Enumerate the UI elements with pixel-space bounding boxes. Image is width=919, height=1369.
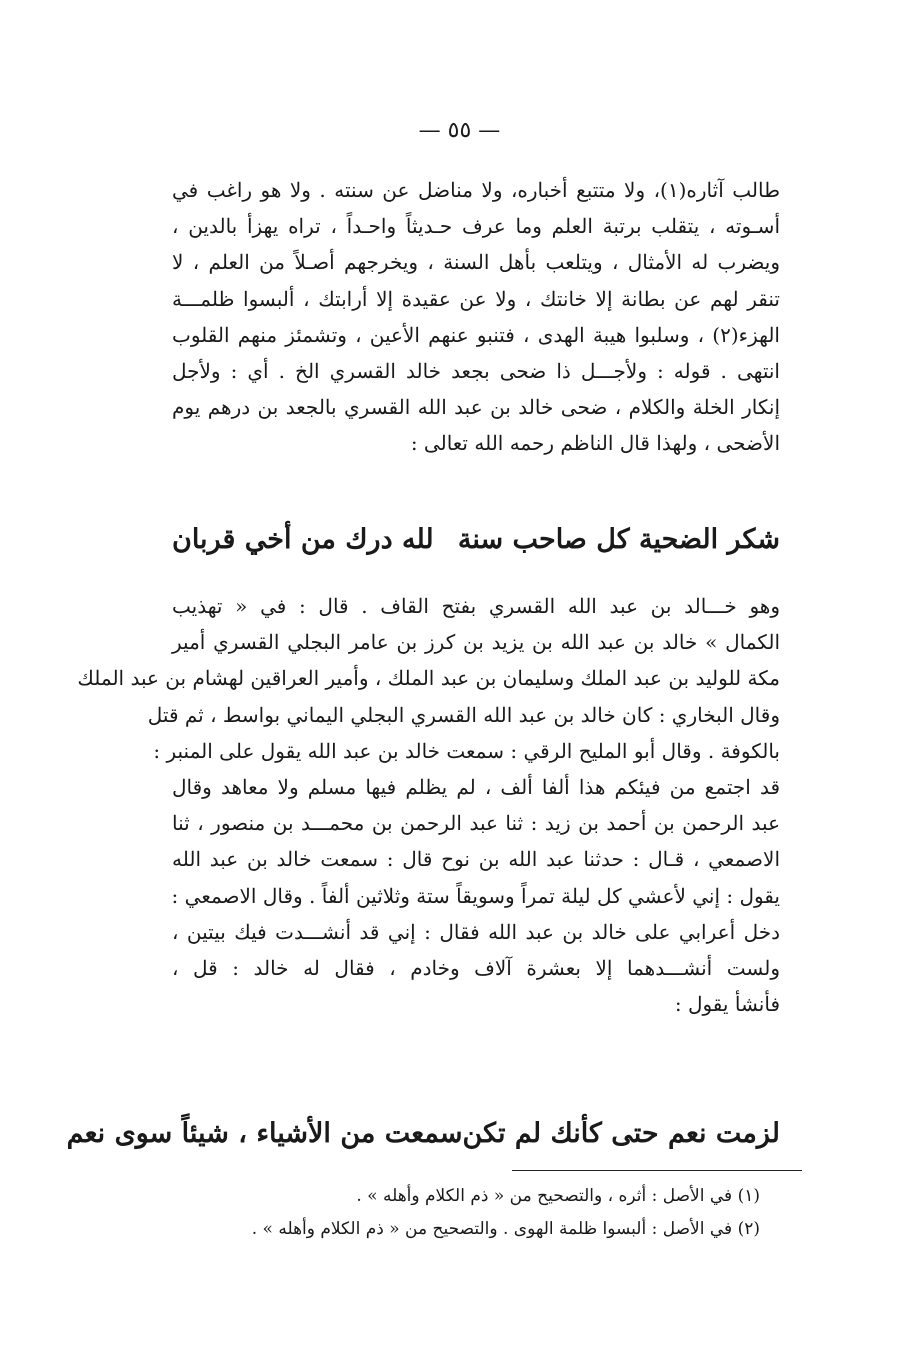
footnotes (172, 1180, 760, 1246)
text-line: دخل أعرابي على خالد بن عبد الله فقال : إني قد أنشـــدت فيك بيتين ، (172, 919, 780, 944)
text-line: الأضحى ، ولهذا قال الناظم رحمه الله تعالى : (410, 431, 780, 456)
text-line: إنكار الخلة والكلام ، ضحى خالد بن عبد الله القسري بالجعد بن درهم يوم (172, 395, 780, 420)
text-line: قد اجتمع من فيئكم هذا ألفا ألف ، لم يظلم فيها مسلم ولا معاهد وقال (172, 775, 780, 800)
page-number: — ٥٥ — (418, 118, 501, 143)
text-line: وهو خـــالد بن عبد الله القسري بفتح القاف . قال : في « تهذيب (172, 594, 780, 618)
text-line: الهزء(٢) ، وسلبوا هيبة الهدى ، فتنبو عنهم الأعين ، وتشمئز منهم القلوب (172, 322, 780, 347)
text-line: أسـوته ، يتقلب برتبة العلم وما عرف حـديثاً واحـداً ، تراه يهزأ بالدين ، (172, 214, 780, 239)
text-line: الاصمعي ، قـال : حدثنا عبد الله بن نوح قال : سمعت خالد بن عبد الله (172, 847, 780, 872)
verse-first-hemistich: شكر الضحية كل صاحب سنة (457, 524, 780, 555)
text-line: انتهى . قوله : ولأجـــل ذا ضحى بجعد خالد القسري الخ . أي : ولأجل (172, 359, 780, 384)
text-line: عبد الرحمن بن أحمد بن زيد : ثنا عبد الرحمن بن محمـــد بن منصور ، ثنا (172, 811, 780, 836)
footnote: (٢) في الأصل : ألبسوا ظلمة الهوى . والتصحيح من « ذم الكلام وأهله » . (251, 1219, 760, 1239)
text-line: مكة للوليد بن عبد الملك وسليمان بن عبد الملك ، وأمير العراقين لهشام بن عبد الملك (77, 666, 780, 691)
text-line: ولست أنشـــدهما إلا بعشرة آلاف وخادم ، فقال له خالد : قل ، (172, 956, 780, 981)
footnote: (١) في الأصل : أثره ، والتصحيح من « ذم الكلام وأهله » . (356, 1186, 760, 1206)
text-line: ويضرب له الأمثال ، ويتلعب بأهل السنة ، ويخرجهم أصـلاً من العلم ، لا (172, 250, 780, 275)
poetry-verse-2 (66, 1118, 780, 1149)
text-line: الكمال » خالد بن عبد الله بن يزيد بن كرز بن عامر البجلي القسري أمير (172, 630, 780, 655)
paragraph-2 (77, 588, 780, 1022)
text-line: فأنشأ يقول : (674, 992, 780, 1017)
verse-first-hemistich: لزمت نعم حتى كأنك لم تكن (462, 1118, 780, 1149)
paragraph-1 (172, 172, 780, 462)
text-line: طالب آثاره(١)، ولا متتبع أخباره، ولا مناضل عن سنته . ولا هو راغب في (172, 178, 780, 202)
text-line: بالكوفة . وقال أبو المليح الرقي : سمعت خالد بن عبد الله يقول على المنبر : (153, 738, 780, 763)
poetry-verse-1 (172, 524, 780, 555)
footnote-divider (512, 1170, 802, 1171)
text-line: يقول : إني لأعشي كل ليلة تمراً وسويقاً ستة وثلاثين ألفاً . وقال الاصمعي : (171, 883, 780, 908)
verse-second-hemistich: سمعت من الأشياء ، شيئاً سوى نعم (66, 1118, 463, 1149)
verse-second-hemistich: لله درك من أخي قربان (172, 524, 434, 555)
text-line: تنقر لهم عن بطانة إلا خانتك ، ولا عن عقيدة إلا أرابتك ، ألبسوا ظلمـــة (172, 286, 780, 311)
text-line: وقال البخاري : كان خالد بن عبد الله القسري البجلي اليماني بواسط ، ثم قتل (147, 702, 780, 727)
